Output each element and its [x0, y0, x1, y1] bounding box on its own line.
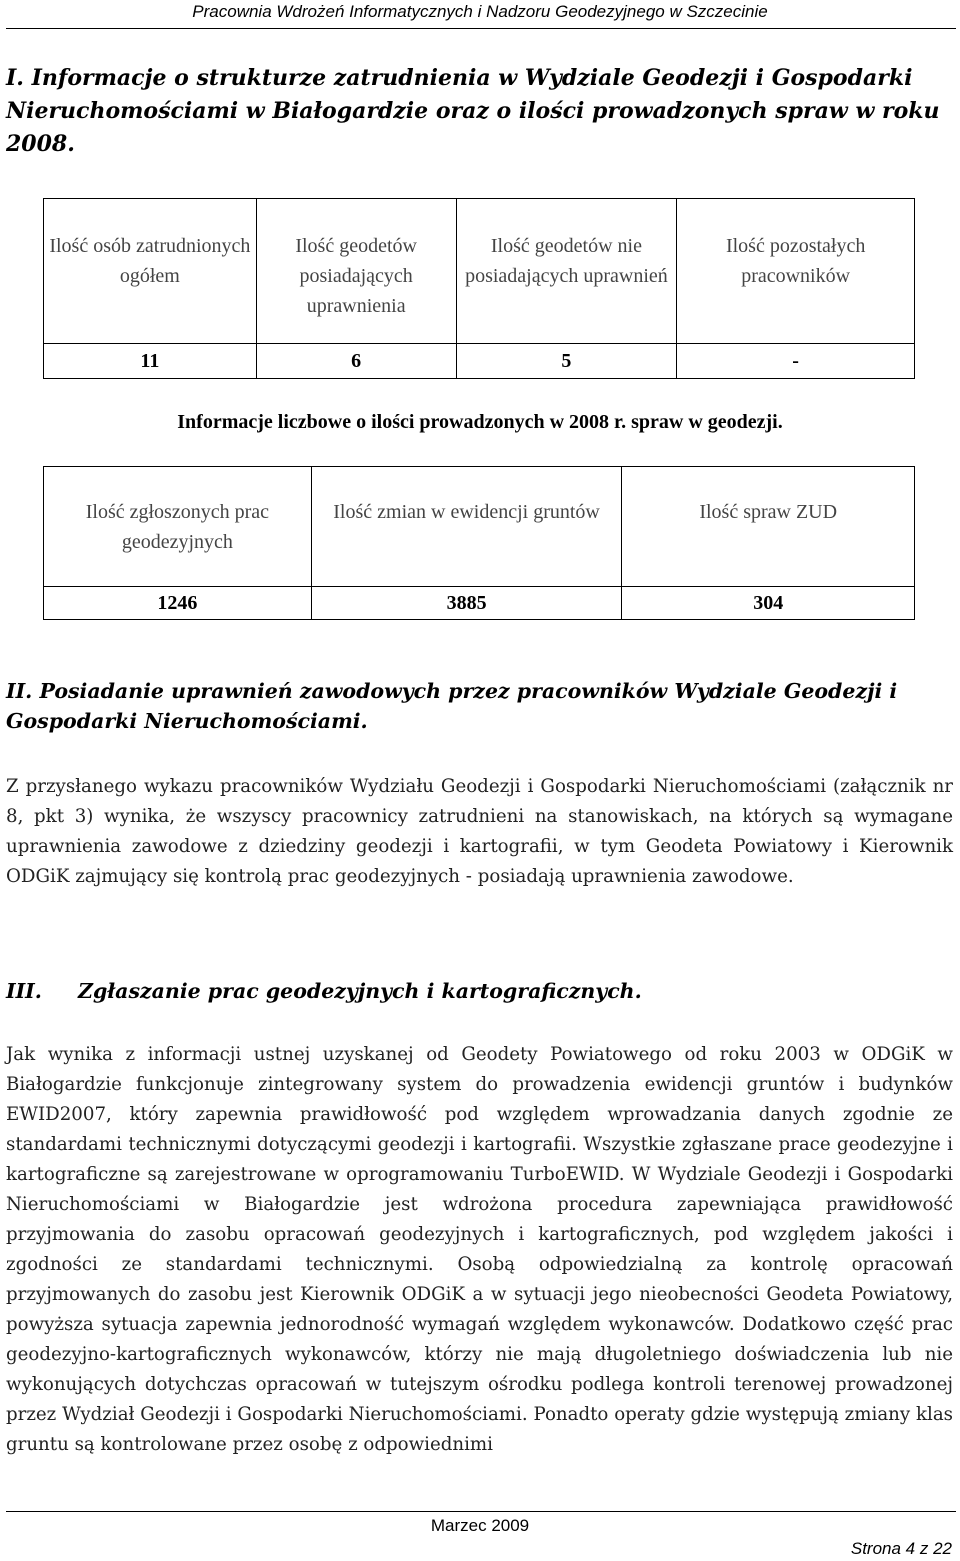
footer-date: Marzec 2009: [430, 1516, 530, 1535]
table-header-cell: Ilość geodetów posiadających uprawnienia: [256, 199, 456, 344]
table-cell: 6: [256, 344, 456, 379]
section-2-heading: II. Posiadanie uprawnień zawodowych przez pracowników Wydziale Geodezji i Gospodarki Nieruchomościami.: [6, 679, 898, 733]
table-header-cell: Ilość zgłoszonych prac geodezyjnych: [44, 467, 312, 587]
table-2-title: Informacje liczbowe o ilości prowadzonych w 2008 r. spraw w geodezji.: [177, 411, 783, 433]
table-header-cell: Ilość osób zatrudnionych ogółem: [44, 199, 257, 344]
table-cell: 304: [622, 587, 915, 620]
cases-table: [43, 466, 915, 620]
section-3-number: III.: [6, 979, 42, 1003]
table-header-cell: Ilość zmian w ewidencji gruntów: [311, 467, 622, 587]
section-3-title: Zgłaszanie prac geodezyjnych i kartograficznych.: [78, 979, 642, 1003]
table-header-cell: Ilość pozostałych pracowników: [677, 199, 915, 344]
table-row: [44, 344, 915, 379]
table-header-cell: Ilość spraw ZUD: [622, 467, 915, 587]
table-header-row: [44, 467, 915, 587]
section-1-heading: I. Informacje o strukturze zatrudnienia w Wydziale Geodezji i Gospodarki Nieruchomościami w Białogardzie oraz o ilości prowadzonych spraw w roku 2008.: [6, 65, 940, 157]
section-2-paragraph: Z przysłanego wykazu pracowników Wydziału Geodezji i Gospodarki Nieruchomościami (załącznik nr 8, pkt 3) wynika, że wszyscy pracownicy zatrudnieni na stanowiskach, na których są wymagane uprawnienia zawodowe z dziedziny geodezji i kartografii, w tym Geodeta Powiatowy i Kierownik ODGiK zajmujący się kontrolą prac geodezyjnych - posiadają uprawnienia zawodowe.: [6, 776, 953, 887]
footer-divider: [6, 1511, 956, 1512]
table-cell: 11: [44, 344, 257, 379]
table-cell: -: [677, 344, 915, 379]
table-cell: 3885: [311, 587, 622, 620]
table-cell: 5: [456, 344, 677, 379]
table-header-row: [44, 199, 915, 344]
header-divider: [6, 28, 956, 29]
table-header-cell: Ilość geodetów nie posiadających uprawnień: [456, 199, 677, 344]
page-number: Strona 4 z 22: [850, 1539, 952, 1558]
page-header: Pracownia Wdrożeń Informatycznych i Nadzoru Geodezyjnego w Szczecinie: [192, 2, 768, 21]
section-3-paragraph: Jak wynika z informacji ustnej uzyskanej od Geodety Powiatowego od roku 2003 w ODGiK w Białogardzie funkcjonuje zintegrowany system do prowadzenia ewidencji gruntów i budynków EWID2007, który zapewnia prawidłowość pod względem wprowadzania danych zgodnie ze standardami technicznymi dotyczącymi geodezji i kartografii. Wszystkie zgłaszane prace geodezyjne i kartograficzne są zarejestrowane w oprogramowaniu TurboEWID. W Wydziale Geodezji i Gospodarki Nieruchomościami w Białogardzie jest wdrożona procedura zapewniająca prawidłowość przyjmowania do zasobu opracowań geodezyjnych i kartograficznych, pod względem jakości i zgodności ze standardami technicznymi. Osobą odpowiedzialną za kontrolę opracowań przyjmowanych do zasobu jest Kierownik ODGiK a w sytuacji jego nieobecności Geodeta Powiatowy, powyższa sytuacja zapewnia jednorodność wymagań względem wykonawców. Dodatkowo część prac geodezyjno-kartograficznych wykonawców, którzy nie mają długoletniego doświadczenia lub nie wykonujących dotychczas opracowań w tutejszym ośrodku podlega kontroli terenowej prowadzonej przez Wydział Geodezji i Gospodarki Nieruchomościami. Ponadto operaty gdzie występują zmiany klas gruntu są kontrolowane przez osobę z odpowiednimi: [6, 1044, 953, 1455]
table-cell: 1246: [44, 587, 312, 620]
section-3-heading: [6, 976, 642, 1006]
employment-table: [43, 198, 915, 379]
table-row: [44, 587, 915, 620]
